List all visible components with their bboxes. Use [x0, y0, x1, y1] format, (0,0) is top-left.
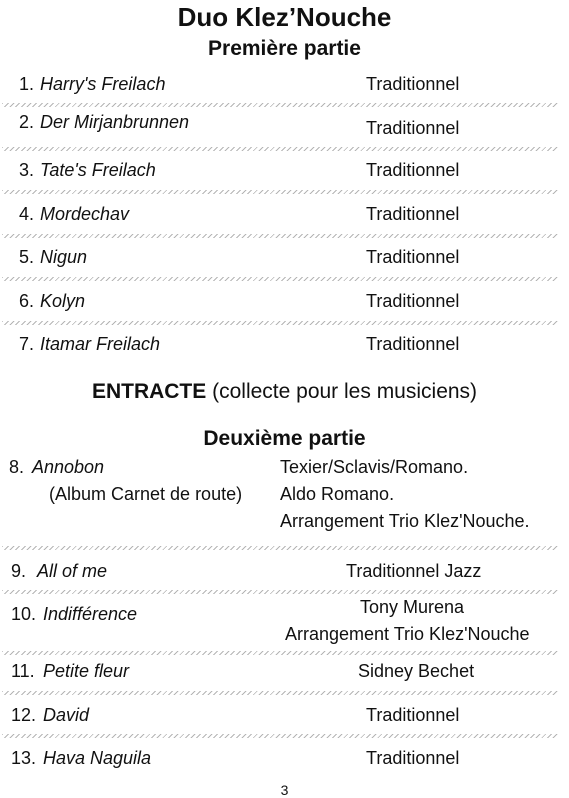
item-number: 7. [19, 334, 35, 354]
divider [2, 147, 558, 151]
divider [2, 691, 558, 695]
item-number: 13. [11, 748, 37, 768]
piece-title: Harry's Freilach [40, 74, 166, 94]
intermission-note: (collecte pour les musiciens) [206, 380, 478, 403]
item-number: 11. [11, 661, 35, 681]
item-number: 1. [19, 74, 35, 94]
divider [2, 546, 558, 550]
composer: Traditionnel [366, 291, 460, 311]
composer: Tony Murena [360, 597, 465, 617]
intermission-line [0, 380, 569, 404]
divider [2, 590, 558, 594]
piece-title: Der Mirjanbrunnen [40, 112, 190, 132]
piece-title: Nigun [40, 247, 88, 267]
divider [2, 651, 558, 655]
divider [2, 321, 558, 325]
item-number: 4. [19, 204, 35, 224]
piece-title: Itamar Freilach [40, 334, 161, 354]
arranger: Arrangement Trio Klez'Nouche [285, 624, 530, 644]
divider [2, 103, 558, 107]
part-one-heading: Première partie [208, 37, 361, 60]
arranger: Arrangement Trio Klez'Nouche. [280, 511, 530, 531]
piece-title: Annobon [32, 457, 105, 477]
item-number: 6. [19, 291, 35, 311]
divider [2, 190, 558, 194]
composer: Traditionnel [366, 247, 460, 267]
piece-title: Hava Naguila [43, 748, 152, 768]
composer: Traditionnel [366, 74, 460, 94]
item-number: 5. [19, 247, 35, 267]
item-number: 9. [11, 561, 27, 581]
divider [2, 234, 558, 238]
composer: Traditionnel Jazz [346, 561, 482, 581]
composer: Traditionnel [366, 118, 460, 138]
piece-title: David [43, 705, 90, 725]
album-note: (Album Carnet de route) [49, 484, 243, 504]
composer: Traditionnel [366, 748, 460, 768]
composer: Aldo Romano. [280, 484, 395, 504]
item-number: 10. [11, 604, 37, 624]
item-number: 3. [19, 160, 35, 180]
composer: Traditionnel [366, 705, 460, 725]
composer: Texier/Sclavis/Romano. [280, 457, 469, 477]
piece-title: Mordechav [40, 204, 130, 224]
piece-title: Petite fleur [43, 661, 130, 681]
item-number: 2. [19, 112, 35, 132]
composer: Sidney Bechet [358, 661, 475, 681]
piece-title: All of me [37, 561, 108, 581]
item-number: 8. [9, 457, 25, 477]
piece-title: Indifférence [43, 604, 138, 624]
part-two-heading: Deuxième partie [203, 427, 366, 450]
piece-title: Kolyn [40, 291, 86, 311]
composer: Traditionnel [366, 334, 460, 354]
composer: Traditionnel [366, 204, 460, 224]
page-number: 3 [280, 782, 289, 798]
piece-title: Tate's Freilach [40, 160, 156, 180]
divider [2, 277, 558, 281]
divider [2, 734, 558, 738]
intermission-label: ENTRACTE [91, 380, 207, 403]
item-number: 12. [11, 705, 37, 725]
composer: Traditionnel [366, 160, 460, 180]
concert-title: Duo Klez’Nouche [177, 2, 392, 32]
